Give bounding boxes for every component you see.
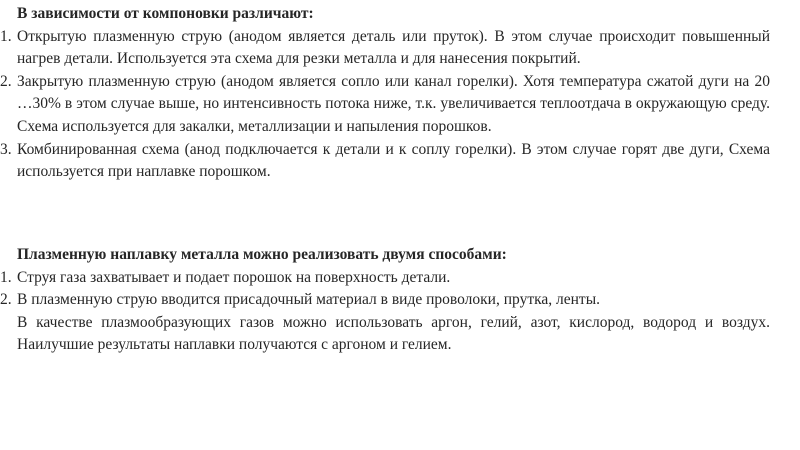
list-item-text: Закрытую плазменную струю (анодом является сопло или канал горелки). Хотя температура сжатой дуги на 20 …30% в этом случае выше, но интенсивность потока ниже, т.к. увеличивается теплоотдача в окружающую среду. Схема используется для закалки, металлизации и напыления порошков. [17, 72, 770, 135]
surfacing-section [0, 244, 770, 357]
list-number: 2. [0, 72, 12, 90]
layout-section [0, 3, 770, 184]
list-item-text: Струя газа захватывает и подает порошок на поверхность детали. [17, 268, 451, 286]
surfacing-heading: Плазменную наплавку металла можно реализовать двумя способами: [17, 246, 507, 263]
list-number: 2. [0, 291, 12, 309]
list-item [0, 26, 770, 71]
list-number: 3. [0, 140, 12, 158]
list-item [0, 289, 770, 312]
layout-heading: В зависимости от компоновки различают: [17, 5, 314, 22]
list-item [0, 139, 770, 184]
list-item-text: Комбинированная схема (анод подключается к детали и к соплу горелки). В этом случае горят две дуги, Схема используется при наплавке порошком. [17, 140, 770, 181]
list-number: 1. [0, 27, 12, 45]
list-item-text: В плазменную струю вводится присадочный материал в виде проволоки, прутка, ленты. [17, 291, 600, 309]
list-number: 1. [0, 268, 12, 286]
list-item [0, 267, 770, 290]
list-item-text: Открытую плазменную струю (анодом является деталь или пруток). В этом случае происходит повышенный нагрев детали. Используется эта схема для резки металла и для нанесения покрытий. [17, 27, 770, 68]
gases-note: В качестве плазмообразующих газов можно использовать аргон, гелий, азот, кислород, водород и воздух. Наилучшие результаты наплавки получаются с аргоном и гелием. [17, 313, 770, 354]
list-item [0, 71, 770, 139]
